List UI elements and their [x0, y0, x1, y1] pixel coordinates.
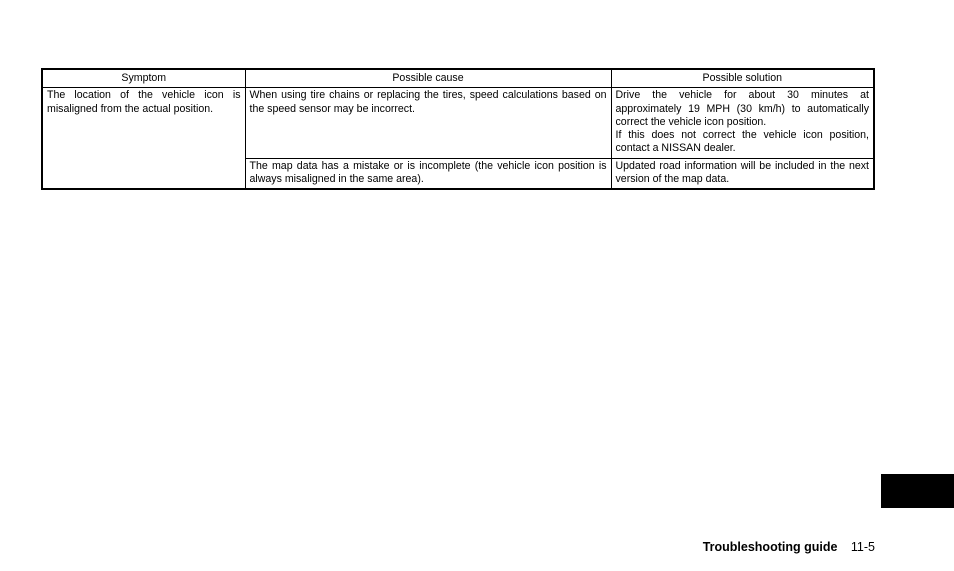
solution-text: Updated road information will be included in the next version of the map data.	[615, 159, 869, 186]
table-row	[42, 88, 874, 158]
solution-text: If this does not correct the vehicle icon position, contact a NISSAN dealer.	[615, 129, 869, 155]
header-symptom: Symptom	[42, 69, 245, 88]
page-number: 11-5	[850, 540, 875, 554]
chapter-thumb-tab	[881, 474, 954, 508]
page-footer	[703, 540, 875, 554]
solution-text: Drive the vehicle for about 30 minutes at approximately 19 MPH (30 km/h) to automatically correct the vehicle icon position.	[615, 89, 869, 128]
header-possible-cause: Possible cause	[245, 69, 611, 88]
solution-cell	[611, 158, 874, 189]
cause-cell: When using tire chains or replacing the tires, speed calculations based on the speed sensor may be incorrect.	[245, 88, 611, 158]
table-header-row	[42, 69, 874, 88]
footer-section-title: Troubleshooting guide	[702, 540, 838, 554]
solution-cell	[611, 88, 874, 158]
cause-cell: The map data has a mistake or is incomplete (the vehicle icon position is always misaligned in the same area).	[245, 158, 611, 189]
header-possible-solution: Possible solution	[611, 69, 874, 88]
troubleshooting-table	[41, 68, 875, 190]
symptom-cell: The location of the vehicle icon is misaligned from the actual position.	[42, 88, 245, 190]
